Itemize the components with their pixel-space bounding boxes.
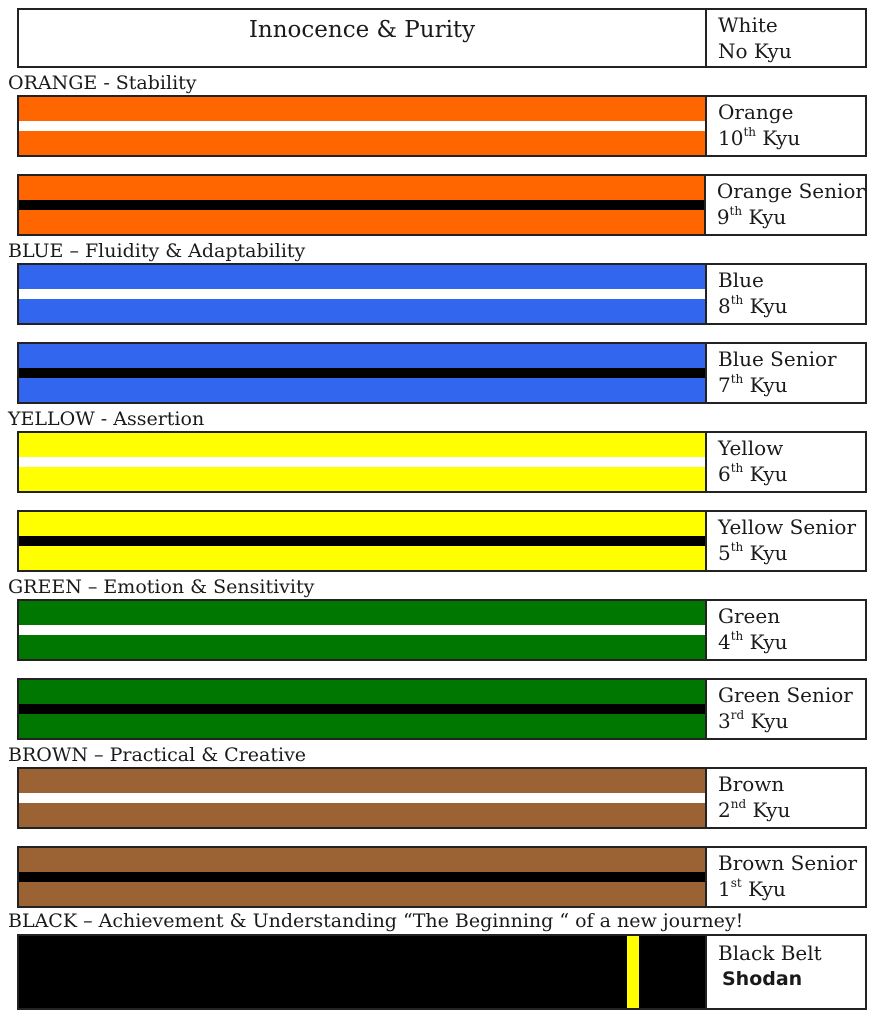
belt-row-white	[17, 8, 867, 68]
section-heading-orange: ORANGE - Stability	[8, 72, 197, 94]
belt-visual	[19, 601, 707, 659]
belt-color-band	[19, 714, 705, 738]
belt-name: Green Senior	[718, 683, 853, 707]
rank-suffix: th	[730, 461, 744, 476]
belt-name: White	[718, 13, 778, 37]
belt-name: Yellow Senior	[718, 515, 857, 539]
belt-name: Orange Senior	[716, 179, 865, 203]
belt-name: Brown Senior	[718, 851, 858, 875]
white-belt-visual	[19, 10, 707, 66]
rank-number: 1	[718, 877, 731, 901]
belt-color-band	[19, 882, 705, 906]
belt-visual	[19, 433, 707, 491]
belt-color-band	[19, 601, 705, 625]
belt-color-band	[19, 512, 705, 536]
belt-color-band	[19, 210, 704, 234]
belt-color-band	[19, 467, 705, 491]
belt-center-stripe	[19, 121, 705, 131]
rank-number: 5	[718, 541, 731, 565]
belt-center-stripe	[19, 625, 705, 635]
belt-name: Black Belt	[718, 941, 822, 965]
belt-rank	[718, 708, 865, 734]
section-heading-yellow: YELLOW - Assertion	[8, 408, 205, 430]
belt-color-band	[19, 848, 705, 872]
belt-rank	[718, 461, 865, 487]
belt-color-band	[19, 680, 705, 704]
rank-number: 7	[718, 373, 731, 397]
belt-visual	[19, 680, 707, 738]
rank-suffix: st	[730, 876, 742, 891]
belt-row-green-senior	[17, 678, 867, 740]
belt-rank: Shodan	[722, 968, 803, 990]
rank-suffix: th	[730, 540, 744, 555]
belt-rank	[717, 204, 865, 230]
belt-rank	[718, 540, 865, 566]
belt-color-band	[19, 265, 705, 289]
belt-color-band	[19, 176, 704, 200]
rank-number: 8	[718, 294, 731, 318]
belt-visual	[19, 265, 707, 323]
belt-label	[707, 97, 865, 155]
rank-number: 9	[716, 205, 730, 229]
belt-color-band	[19, 546, 705, 570]
belt-color-band	[19, 97, 705, 121]
rank-word: Kyu	[744, 709, 789, 733]
rank-suffix: th	[730, 629, 744, 644]
belt-name: Brown	[718, 772, 785, 796]
belt-name: Green	[718, 604, 781, 628]
rank-number: 4	[718, 630, 731, 654]
rank-suffix: nd	[730, 797, 747, 812]
belt-label	[707, 512, 865, 570]
rank-number: 10	[718, 126, 744, 150]
belt-color-band	[19, 769, 705, 793]
belt-name: Blue	[718, 268, 764, 292]
section-heading-brown: BROWN – Practical & Creative	[8, 744, 307, 766]
rank-number: 6	[718, 462, 731, 486]
belt-color-band	[19, 131, 705, 155]
belt-name: Yellow	[718, 436, 784, 460]
belt-rank	[718, 293, 865, 319]
belt-row-black	[17, 934, 867, 1010]
rank-word: Kyu	[743, 630, 788, 654]
belt-rank: No Kyu	[718, 39, 792, 63]
belt-visual	[19, 769, 707, 827]
belt-row-brown	[17, 767, 867, 829]
belt-visual	[19, 512, 707, 570]
belt-color-band	[19, 344, 705, 368]
belt-rank	[718, 125, 865, 151]
section-heading-black: BLACK – Achievement & Understanding “The Beginning “ of a new journey!	[8, 910, 744, 932]
belt-row-green	[17, 599, 867, 661]
rank-suffix: th	[729, 204, 743, 219]
belt-label	[707, 265, 865, 323]
rank-word: Kyu	[746, 798, 791, 822]
belt-rank	[718, 372, 865, 398]
belt-label	[707, 433, 865, 491]
belt-row-orange-senior	[17, 174, 867, 236]
belt-color-band	[19, 378, 705, 402]
belt-row-yellow-senior	[17, 510, 867, 572]
belt-label	[707, 344, 865, 402]
rank-number: 3	[718, 709, 731, 733]
belt-center-stripe	[19, 793, 705, 803]
belt-center-stripe	[19, 872, 705, 882]
belt-visual	[19, 176, 706, 234]
rank-suffix: th	[743, 125, 757, 140]
belt-row-yellow	[17, 431, 867, 493]
belt-name: Orange	[718, 100, 794, 124]
belt-rank	[718, 876, 865, 902]
belt-label	[707, 769, 865, 827]
belt-label	[707, 848, 865, 906]
belt-label	[707, 680, 865, 738]
belt-color-band	[19, 635, 705, 659]
belt-rank	[718, 797, 865, 823]
rank-word: Kyu	[743, 373, 788, 397]
belt-visual	[19, 97, 707, 155]
rank-suffix: rd	[730, 708, 745, 723]
belt-color-band	[19, 299, 705, 323]
rank-word: Kyu	[743, 462, 788, 486]
belt-row-blue	[17, 263, 867, 325]
belt-row-brown-senior	[17, 846, 867, 908]
rank-word: Kyu	[756, 126, 801, 150]
belt-label	[707, 936, 865, 1008]
belt-visual	[19, 848, 707, 906]
belt-center-stripe	[19, 536, 705, 546]
belt-visual	[19, 344, 707, 402]
belt-label	[707, 10, 865, 66]
rank-word: Kyu	[741, 877, 786, 901]
section-heading-blue: BLUE – Fluidity & Adaptability	[8, 240, 306, 262]
belt-center-stripe	[19, 289, 705, 299]
belt-row-blue-senior	[17, 342, 867, 404]
belt-center-stripe	[19, 200, 704, 210]
belt-color-band	[19, 803, 705, 827]
belt-name: Blue Senior	[718, 347, 837, 371]
belt-center-stripe	[19, 704, 705, 714]
rank-word: Kyu	[743, 294, 788, 318]
black-belt-visual	[19, 936, 707, 1008]
rank-number: 2	[718, 798, 731, 822]
belt-label	[707, 601, 865, 659]
rank-suffix: th	[730, 293, 744, 308]
rank-suffix: th	[730, 372, 744, 387]
belt-center-stripe	[19, 368, 705, 378]
belt-rank	[718, 629, 865, 655]
belt-row-orange	[17, 95, 867, 157]
belt-color-band	[19, 433, 705, 457]
rank-word: Kyu	[742, 205, 787, 229]
header-title: Innocence & Purity	[248, 17, 476, 43]
rank-word: Kyu	[743, 541, 788, 565]
belt-label	[706, 176, 865, 234]
black-belt-tab	[627, 936, 639, 1008]
section-heading-green: GREEN – Emotion & Sensitivity	[8, 576, 315, 598]
belt-center-stripe	[19, 457, 705, 467]
